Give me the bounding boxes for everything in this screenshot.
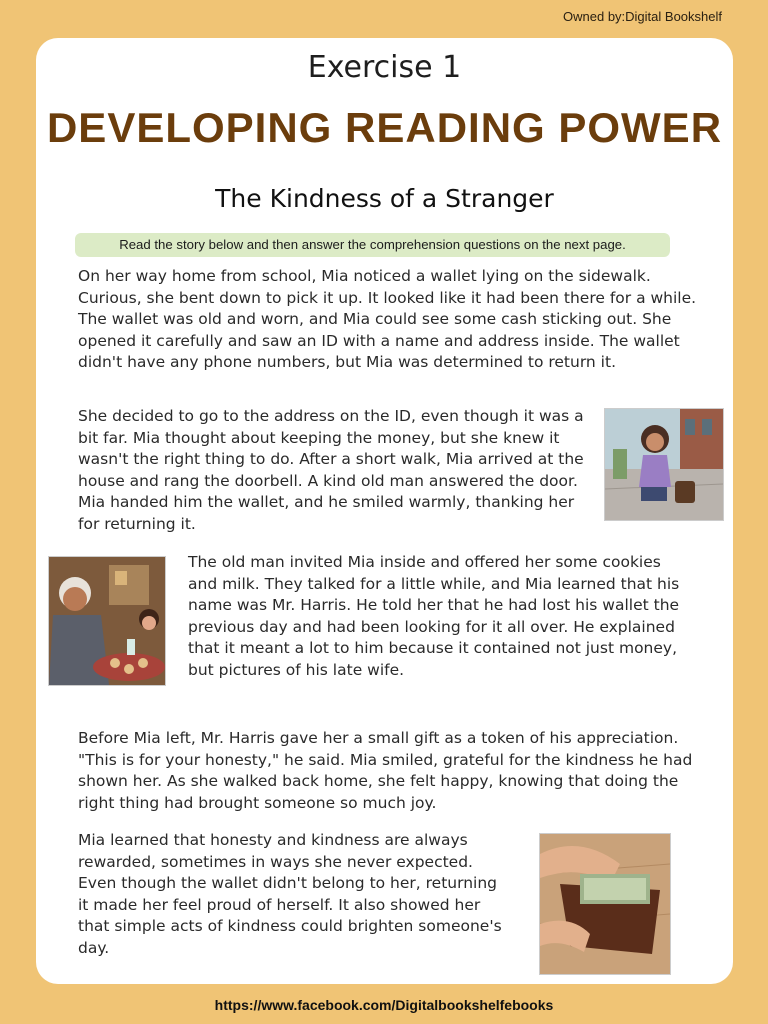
story-title: The Kindness of a Stranger — [215, 184, 554, 213]
worksheet-title: DEVELOPING READING POWER — [46, 104, 723, 151]
exercise-number: Exercise 1 — [307, 50, 462, 85]
girl-with-wallet-illustration — [604, 408, 724, 521]
instruction-banner: Read the story below and then answer the comprehension questions on the next page. — [75, 233, 670, 257]
paragraph-5: Mia learned that honesty and kindness are always rewarded, sometimes in ways she never expected. Even though the wallet didn't belong to her, returning it made her feel proud of herself. It also showed her that simple acts of kindness could brighten someone's day. — [78, 831, 502, 957]
paragraph-1: On her way home from school, Mia noticed a wallet lying on the sidewalk. Curious, she bent down to pick it up. It looked like it had been there for a while. The wallet was old and worn, and Mia could see some cash sticking out. She opened it carefully and saw an ID with a name and address inside. The wallet didn't have any phone numbers, but Mia was determined to return it. — [78, 267, 697, 371]
facebook-link[interactable]: https://www.facebook.com/Digitalbookshelfebooks — [214, 997, 554, 1013]
paragraph-4: Before Mia left, Mr. Harris gave her a small gift as a token of his appreciation. "This is for your honesty," he said. Mia smiled, grateful for the kindness he had shown her. As she walked back home, she felt happy, knowing that doing the right thing had brought someone so much joy. — [78, 729, 693, 812]
worksheet-card — [36, 38, 733, 984]
hand-with-wallet-illustration — [539, 833, 671, 975]
paragraph-3: The old man invited Mia inside and offered her some cookies and milk. They talked for a little while, and Mia learned that his name was Mr. Harris. He told her that he had lost his wallet the previous day and had been looking for it all over. He explained that it meant a lot to him because it contained not just money, but pictures of his late wife. — [188, 553, 680, 679]
paragraph-2: She decided to go to the address on the ID, even though it was a bit far. Mia thought about keeping the money, but she knew it wasn't the right thing to do. After a short walk, Mia arrived at the house and rang the doorbell. A kind old man answered the door. Mia handed him the wallet, and he smiled warmly, thanking her for returning it. — [78, 407, 584, 533]
old-man-cookies-illustration — [48, 556, 166, 686]
owner-label: Owned by:Digital Bookshelf — [563, 9, 722, 24]
